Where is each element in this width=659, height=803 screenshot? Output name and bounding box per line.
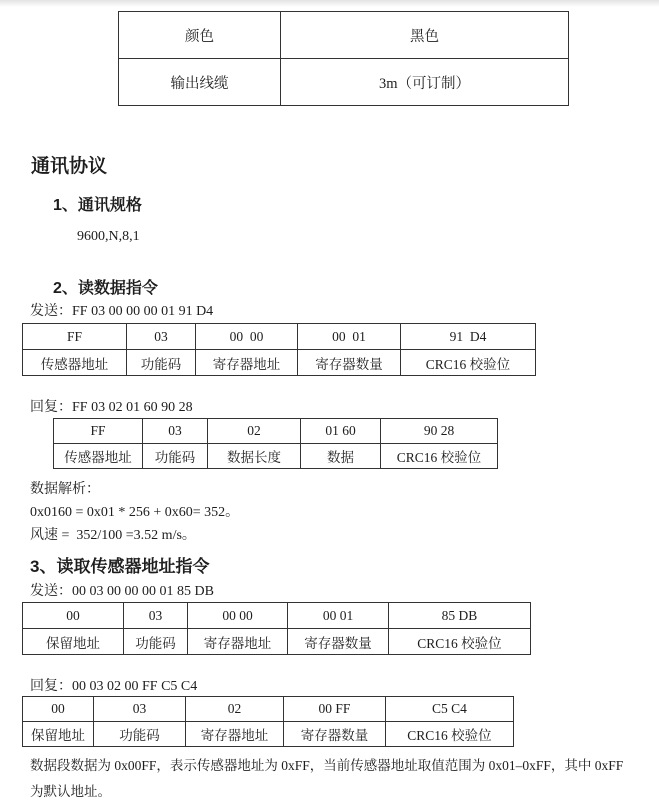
frame-labels-row — [23, 722, 514, 747]
section2-heading: 2、读数据指令 — [53, 280, 158, 297]
frame-value-cell: 00 FF — [284, 697, 386, 722]
spec-row-value: 3m（可订制） — [281, 59, 569, 106]
read-data-send-table — [22, 323, 536, 376]
frame-label-cell: 寄存器数量 — [288, 629, 389, 655]
spec-row-label: 颜色 — [119, 12, 281, 59]
frame-label-cell: 功能码 — [124, 629, 188, 655]
frame-label-cell: 寄存器地址 — [186, 722, 284, 747]
frame-value-cell: 90 28 — [381, 419, 498, 444]
frame-label-cell: 寄存器数量 — [298, 350, 401, 376]
frame-value-cell: 02 — [208, 419, 301, 444]
read-address-send-table — [22, 602, 531, 655]
send-command-text-read-data: 发送：FF 03 00 00 00 01 91 D4 — [30, 304, 214, 319]
data-analysis-heading: 数据解析： — [30, 482, 100, 497]
frame-value-cell: FF — [54, 419, 143, 444]
address-note-line1: 数据段数据为 0x00FF，表示传感器地址为 0xFF，当前传感器地址取值范围为 0x01–0xFF，其中 0xFF — [30, 758, 624, 773]
frame-value-cell: 00 01 — [298, 324, 401, 350]
frame-label-cell: 保留地址 — [23, 629, 124, 655]
read-address-reply-table — [22, 696, 514, 747]
frame-label-cell: 保留地址 — [23, 722, 94, 747]
frame-labels-row — [23, 629, 531, 655]
frame-labels-row — [23, 350, 536, 376]
frame-value-cell: 91 D4 — [401, 324, 536, 350]
frame-label-cell: 传感器地址 — [23, 350, 127, 376]
frame-value-cell: C5 C4 — [386, 697, 514, 722]
frame-value-cell: 00 00 — [188, 603, 288, 629]
data-analysis-line1: 0x0160 = 0x01 * 256 + 0x60= 352。 — [30, 505, 240, 520]
reply-command-text-read-data: 回复：FF 03 02 01 60 90 28 — [30, 400, 193, 415]
send-command-text-read-address: 发送：00 03 00 00 00 01 85 DB — [30, 584, 214, 599]
frame-value-cell: 00 — [23, 697, 94, 722]
frame-values-row — [23, 697, 514, 722]
baud-rate-text: 9600,N,8,1 — [77, 229, 140, 244]
data-analysis-line2: 风速 = 352/100 =3.52 m/s。 — [30, 528, 196, 543]
spec-table-row — [119, 59, 569, 106]
frame-value-cell: 03 — [124, 603, 188, 629]
frame-value-cell: 03 — [127, 324, 196, 350]
section1-heading: 1、通讯规格 — [53, 197, 142, 214]
frame-value-cell: 00 01 — [288, 603, 389, 629]
frame-value-cell: 03 — [94, 697, 186, 722]
frame-value-cell: 85 DB — [389, 603, 531, 629]
frame-label-cell: 功能码 — [127, 350, 196, 376]
frame-label-cell: 寄存器地址 — [188, 629, 288, 655]
frame-label-cell: CRC16 校验位 — [386, 722, 514, 747]
frame-values-row — [23, 324, 536, 350]
doc-title: 通讯协议 — [31, 156, 108, 177]
spec-table-row — [119, 12, 569, 59]
frame-value-cell: 03 — [143, 419, 208, 444]
reply-command-text-read-address: 回复：00 03 02 00 FF C5 C4 — [30, 679, 198, 694]
section3-heading: 3、读取传感器地址指令 — [30, 557, 210, 576]
spec-row-value: 黑色 — [281, 12, 569, 59]
frame-label-cell: 寄存器数量 — [284, 722, 386, 747]
spec-row-label: 输出线缆 — [119, 59, 281, 106]
spec-table — [118, 11, 569, 106]
frame-label-cell: 功能码 — [94, 722, 186, 747]
frame-label-cell: CRC16 校验位 — [381, 444, 498, 469]
frame-label-cell: CRC16 校验位 — [389, 629, 531, 655]
frame-value-cell: 00 — [23, 603, 124, 629]
frame-label-cell: CRC16 校验位 — [401, 350, 536, 376]
frame-values-row — [23, 603, 531, 629]
page-top-edge — [0, 0, 659, 7]
frame-value-cell: 02 — [186, 697, 284, 722]
frame-label-cell: 寄存器地址 — [196, 350, 298, 376]
frame-value-cell: 01 60 — [301, 419, 381, 444]
read-data-reply-table — [53, 418, 498, 469]
frame-label-cell: 数据 — [301, 444, 381, 469]
frame-labels-row — [54, 444, 498, 469]
frame-value-cell: 00 00 — [196, 324, 298, 350]
frame-label-cell: 传感器地址 — [54, 444, 143, 469]
address-note-line2: 为默认地址。 — [30, 784, 111, 799]
frame-label-cell: 功能码 — [143, 444, 208, 469]
frame-value-cell: FF — [23, 324, 127, 350]
frame-values-row — [54, 419, 498, 444]
frame-label-cell: 数据长度 — [208, 444, 301, 469]
